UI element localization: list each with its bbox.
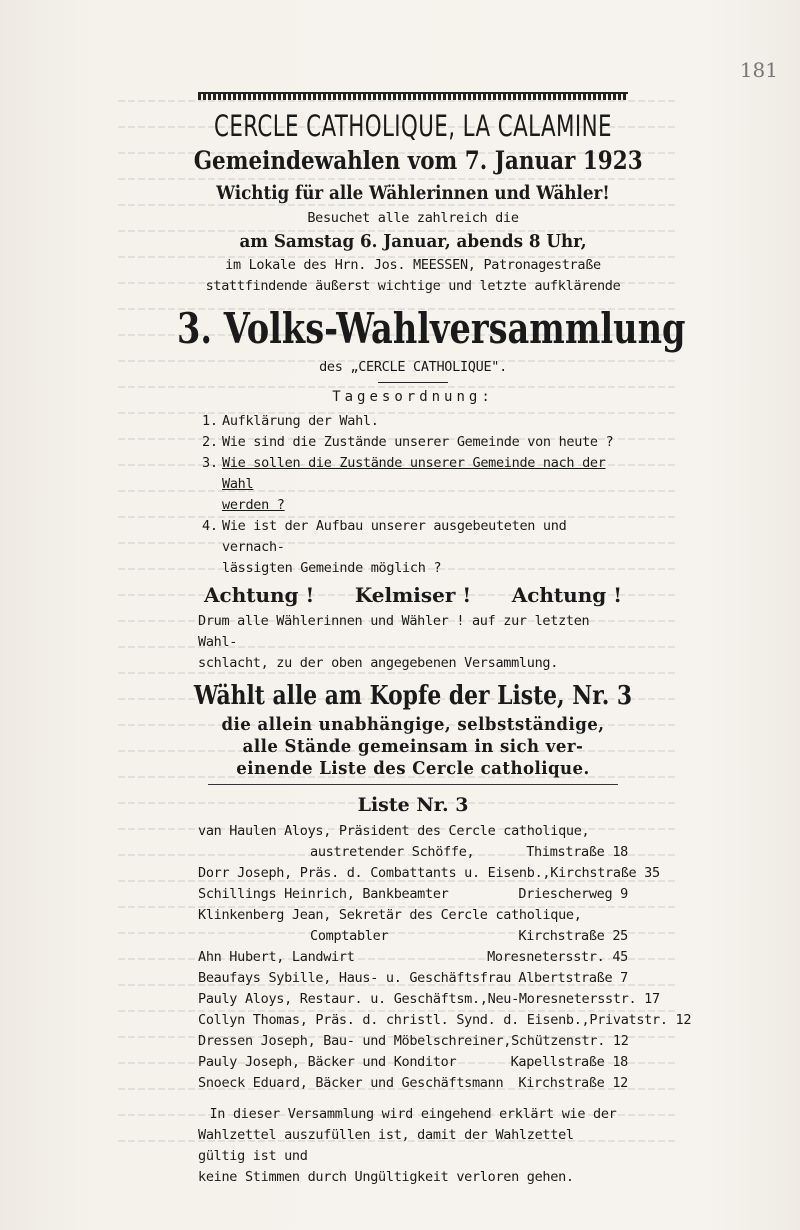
candidate-row (198, 989, 660, 1010)
candidate-list (198, 821, 692, 1094)
candidate-row (198, 947, 628, 968)
candidate-address: Privatstr. 12 (589, 1012, 692, 1028)
candidate-row (198, 905, 628, 926)
candidate-row (198, 968, 628, 989)
candidate-address: Kirchstraße 25 (518, 928, 628, 944)
agenda-list (198, 411, 628, 579)
candidate-row (198, 926, 628, 947)
candidate-name: Dorr Joseph, Präs. d. Combattants u. Eisenb., (198, 865, 551, 881)
candidate-name: Pauly Joseph, Bäcker und Konditor (198, 1054, 457, 1070)
elections-heading: Gemeindewahlen vom 7. Januar 1923 (193, 146, 643, 175)
candidate-name: Schillings Heinrich, Bankbeamter (198, 886, 449, 902)
call-to-action: Drum alle Wählerinnen und Wähler ! auf zur letzten Wahl- schlacht, zu der oben angegebenen Versammlung. (198, 613, 590, 671)
agenda-item: 2. Wie sind die Zustände unserer Gemeinde von heute ? (202, 434, 614, 450)
top-decorative-rule (198, 92, 628, 100)
candidate-row (198, 884, 628, 905)
candidate-address: Kirchstraße 35 (550, 865, 660, 881)
vote-headline: Wählt alle am Kopfe der Liste, Nr. 3 (193, 681, 633, 711)
vote-description-3: einende Liste des Cercle catholique. (236, 758, 590, 779)
candidate-address: Albertstraße 7 (518, 970, 628, 986)
candidate-row (198, 1052, 628, 1073)
meeting-title: 3. Volks-Wahlversammlung (177, 304, 686, 353)
candidate-address: Moresnetersstr. 45 (487, 949, 628, 965)
candidate-name: Beaufays Sybille, Haus- u. Geschäftsfrau (198, 970, 512, 986)
invite-line-3: im Lokale des Hrn. Jos. MEESSEN, Patronagestraße (225, 257, 601, 273)
invite-line-4: stattfindende äußerst wichtige und letzte aufklärende (205, 278, 621, 294)
candidate-name: Snoeck Eduard, Bäcker und Geschäftsmann (198, 1075, 504, 1091)
agenda-rule (378, 382, 448, 383)
candidate-row (198, 863, 660, 884)
meeting-date-line: am Samstag 6. Januar, abends 8 Uhr, (239, 231, 587, 252)
attention-right: Achtung ! (511, 583, 622, 607)
meeting-organizer: des „CERCLE CATHOLIQUE". (319, 359, 507, 375)
important-notice-line: Wichtig für alle Wählerinnen und Wähler! (216, 182, 610, 204)
candidate-name: Collyn Thomas, Präs. d. christl. Synd. d. Eisenb., (198, 1012, 590, 1028)
candidate-name: austretender Schöffe, (310, 844, 475, 860)
candidate-address: Driescherweg 9 (518, 886, 628, 902)
invite-line-1: Besuchet alle zahlreich die (307, 210, 519, 226)
candidate-row (198, 1031, 628, 1052)
candidate-row (198, 1073, 628, 1094)
candidate-address: Kapellstraße 18 (510, 1054, 628, 1070)
agenda-item: 3. Wie sollen die Zustände unserer Gemeinde nach der Wahl werden ? (202, 455, 606, 513)
candidate-address: Kirchstraße 12 (518, 1075, 628, 1091)
agenda-title: Tagesordnung: (332, 389, 494, 405)
candidate-row (198, 842, 628, 863)
attention-middle: Kelmiser ! (354, 583, 472, 607)
agenda-item: 1. Aufklärung der Wahl. (202, 413, 379, 429)
attention-left: Achtung ! (204, 583, 315, 607)
candidate-name: Comptabler (310, 928, 389, 944)
vote-description-2: alle Stände gemeinsam in sich ver- (242, 736, 584, 757)
candidate-name: Pauly Aloys, Restaur. u. Geschäftsm., (198, 991, 488, 1007)
notice-header-title: CERCLE CATHOLIQUE, LA CALAMINE (214, 109, 612, 143)
candidate-row (198, 821, 628, 842)
vote-description-1: die allein unabhängige, selbstständige, (221, 714, 605, 735)
candidate-name: Dressen Joseph, Bau- und Möbelschreiner, (198, 1033, 512, 1049)
closing-note: In dieser Versammlung wird eingehend erklärt wie der Wahlzettel auszufüllen ist, damit der Wahlzettel gültig ist und keine Stimmen durch Ungültigkeit verloren gehen. (198, 1106, 617, 1185)
candidate-name: Ahn Hubert, Landwirt (198, 949, 355, 965)
list-rule (208, 784, 618, 785)
agenda-item: 4. Wie ist der Aufbau unserer ausgebeuteten und vernach- lässigten Gemeinde möglich ? (202, 518, 567, 576)
candidate-address: Schützenstr. 12 (511, 1033, 629, 1049)
candidate-row (198, 1010, 692, 1031)
attention-banner (198, 579, 628, 611)
list-title: Liste Nr. 3 (357, 794, 469, 816)
candidate-name: Klinkenberg Jean, Sekretär des Cercle catholique, (198, 907, 582, 923)
page-number: 181 (739, 58, 778, 82)
election-notice (177, 92, 692, 1188)
candidate-address: Neu-Moresnetersstr. 17 (487, 991, 660, 1007)
candidate-name: van Haulen Aloys, Präsident des Cercle catholique, (198, 823, 590, 839)
candidate-address: Thimstraße 18 (526, 844, 628, 860)
